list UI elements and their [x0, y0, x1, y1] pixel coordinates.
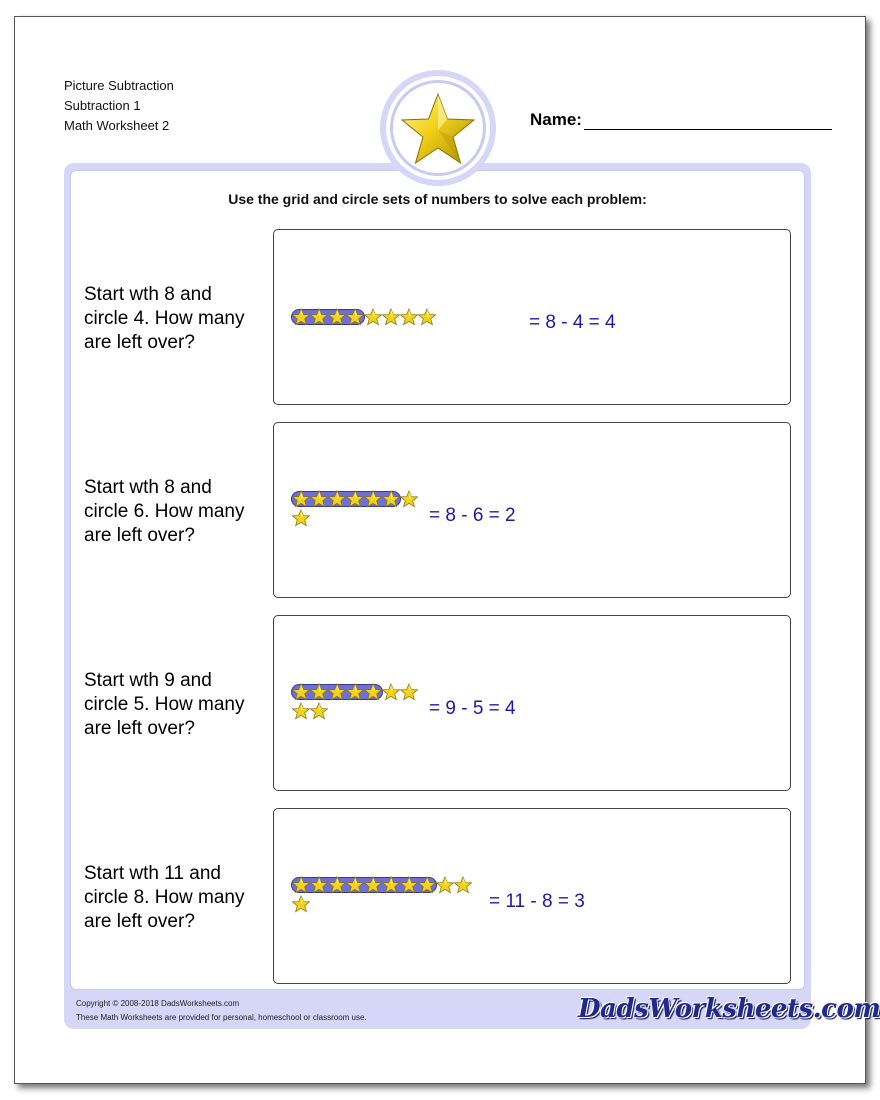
star-icon: [382, 876, 400, 894]
star-icon: [328, 308, 346, 326]
star-icon: [436, 876, 454, 894]
star-icon: [364, 308, 382, 326]
question-4: [84, 862, 274, 934]
star-icon: [346, 876, 364, 894]
worksheet-number: Math Worksheet 2: [64, 118, 170, 133]
star-icon: [292, 490, 310, 508]
equation-2: = 8 - 6 = 2: [429, 505, 516, 526]
star-icon: [292, 702, 310, 720]
name-label: Name:: [530, 110, 582, 129]
dadsworksheets-logo[interactable]: DadsWorksheets.com: [578, 994, 880, 1024]
question-line: Start wth 8 and: [84, 477, 212, 498]
star-icon: [400, 876, 418, 894]
star-icon: [292, 895, 310, 913]
name-blank-line[interactable]: [584, 112, 832, 130]
star-icon: [400, 490, 418, 508]
question-line: circle 5. How many: [84, 694, 245, 715]
answer-box-4[interactable]: [273, 808, 791, 984]
question-3: [84, 669, 274, 741]
question-1: [84, 283, 274, 355]
star-icon: [364, 876, 382, 894]
worksheet-title: Picture Subtraction: [64, 78, 174, 93]
star-icon: [382, 308, 400, 326]
equation-1: = 8 - 4 = 4: [529, 312, 616, 333]
star-icon: [328, 490, 346, 508]
star-icon: [292, 308, 310, 326]
name-field[interactable]: [530, 110, 832, 130]
question-2: [84, 476, 274, 548]
question-line: are left over?: [84, 332, 195, 353]
answer-box-3[interactable]: [273, 615, 791, 791]
star-icon: [328, 876, 346, 894]
worksheet-subtitle: Subtraction 1: [64, 98, 141, 113]
star-icon: [310, 490, 328, 508]
star-icon: [328, 683, 346, 701]
star-icon: [346, 490, 364, 508]
star-icon: [418, 308, 436, 326]
star-icon: [346, 308, 364, 326]
star-icon: [346, 683, 364, 701]
instructions: Use the grid and circle sets of numbers to solve each problem:: [228, 191, 647, 207]
star-icon: [292, 876, 310, 894]
star-icon: [310, 876, 328, 894]
star-icon: [382, 490, 400, 508]
question-line: Start wth 8 and: [84, 284, 212, 305]
answer-box-1[interactable]: [273, 229, 791, 405]
question-line: Start wth 9 and: [84, 670, 212, 691]
star-icon: [292, 683, 310, 701]
star-icon: [310, 702, 328, 720]
equation-4: = 11 - 8 = 3: [489, 891, 585, 912]
copyright-text: Copyright © 2008-2018 DadsWorksheets.com: [76, 999, 240, 1008]
star-icon: [310, 683, 328, 701]
question-line: circle 6. How many: [84, 501, 245, 522]
star-icon: [382, 683, 400, 701]
star-icon: [454, 876, 472, 894]
question-line: are left over?: [84, 718, 195, 739]
answer-box-2[interactable]: [273, 422, 791, 598]
star-icon: [310, 308, 328, 326]
star-icon: [364, 490, 382, 508]
star-icon: [418, 876, 436, 894]
question-line: circle 8. How many: [84, 887, 245, 908]
question-line: Start wth 11 and: [84, 863, 221, 884]
question-line: are left over?: [84, 525, 195, 546]
star-icon: [400, 683, 418, 701]
star-icon: [400, 308, 418, 326]
question-line: are left over?: [84, 911, 195, 932]
badge-star-icon: [398, 90, 478, 170]
star-icon: [292, 509, 310, 527]
question-line: circle 4. How many: [84, 308, 245, 329]
equation-3: = 9 - 5 = 4: [429, 698, 516, 719]
star-icon: [364, 683, 382, 701]
usage-notice: These Math Worksheets are provided for personal, homeschool or classroom use.: [76, 1013, 367, 1022]
